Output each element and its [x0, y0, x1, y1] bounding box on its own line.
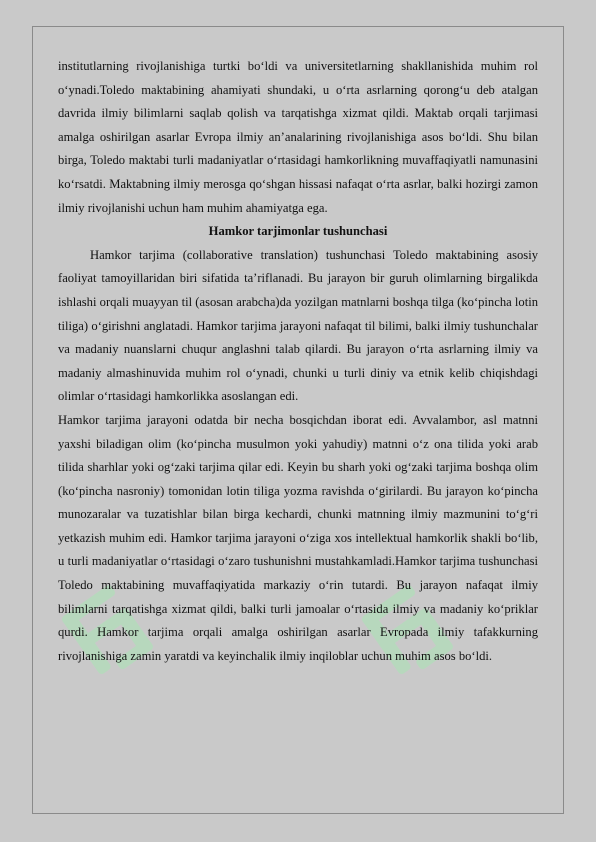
document-body: [58, 55, 538, 668]
paragraph: Hamkor tarjima jarayoni odatda bir necha bosqichdan iborat edi. Avvalambor, asl matnni yaxshi biladigan olim (ko‘pincha musulmon yoki yahudiy) matnni o‘z ona tilida yoki arab tilida sharhlar yoki og‘zaki tarjima qilar edi. Keyin bu sharh yoki og‘zaki tarjima boshqa olim (ko‘pincha nasroniy) tomonidan lotin tiliga yozma ravishda o‘girilardi. Bu jarayon ko‘pincha munozaralar va tuzatishlar bilan birga kechardi, chunki matnning ilmiy mazmunini to‘g‘ri yetkazish muhim edi. Hamkor tarjima jarayoni o‘ziga xos intellektual hamkorlik shakli bo‘lib, u turli madaniyatlar o‘rtasidagi o‘zaro tushunishni mustahkamladi.Hamkor tarjima tushunchasi Toledo maktabining muvaffaqiyatida markaziy o‘rin tutardi. Bu jarayon nafaqat ilmiy bilimlarni tarqatishga xizmat qildi, balki turli jamoalar o‘rtasida ilmiy va madaniy ko‘priklar qurdi. Hamkor tarjima orqali amalga oshirilgan asarlar Evropada ilmiy tafakkurning rivojlanishiga zamin yaratdi va keyinchalik ilmiy inqiloblar uchun muhim asos bo‘ldi.: [58, 412, 538, 663]
paragraph: institutlarning rivojlanishiga turtki bo‘ldi va universitetlarning shakllanishida muhim rol o‘ynadi.Toledo maktabining ahamiyati shundaki, u o‘rta asrlarning qorong‘u deb atalgan davrida ilmiy bilimlarni saqlab qolish va tarqatishga xizmat qildi. Maktab orqali tarjimasi amalga oshirilgan asarlar Evropa ilmiy an’analarining rivojlanishiga asos bo‘ldi. Shu bilan birga, Toledo maktabi turli madaniyatlar o‘rtasidagi hamkorlikning muvaffaqiyatli namunasini ko‘rsatdi. Maktabning ilmiy merosga qo‘shgan hissasi nafaqat o‘rta asrlar, balki hozirgi zamon ilmiy rivojlanishi uchun ham muhim ahamiyatga ega.: [58, 59, 538, 215]
paragraph: Hamkor tarjima (collaborative translation) tushunchasi Toledo maktabining asosiy faoliyat tamoyillaridan biri sifatida ta’riflanadi. Bu jarayon bir guruh olimlarning birgalikda ishlashi orqali muayyan til (asosan arabcha)da yozilgan matnlarni boshqa tilga (ko‘pincha lotin tiliga) o‘girishni anglatadi. Hamkor tarjima jarayoni nafaqat til bilimi, balki ilmiy tushunchalar va madaniy nuanslarni chuqur anglashni talab qilardi. Bu jarayon o‘rta asrlarning ilmiy va madaniy almashinuvida muhim rol o‘ynadi, chunki u turli diniy va etnik kelib chiqishdagi olimlar o‘rtasidagi hamkorlikka asoslangan edi.: [58, 247, 538, 404]
section-heading: Hamkor tarjimonlar tushunchasi: [208, 224, 388, 239]
